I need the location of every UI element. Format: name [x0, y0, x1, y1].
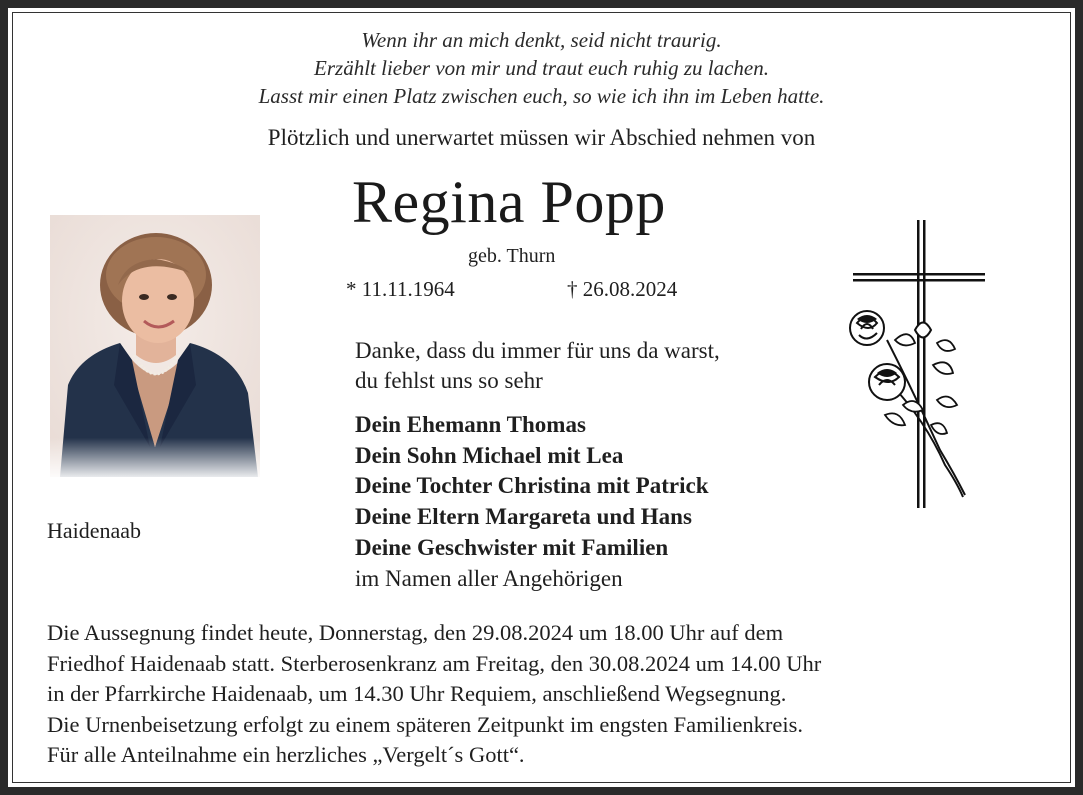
- service-text-line: Die Urnenbeisetzung erfolgt zu einem späteren Zeitpunkt im engsten Familienkreis.: [47, 712, 804, 737]
- service-text-line: Für alle Anteilnahme ein herzliches „Vergelt´s Gott“.: [47, 742, 525, 767]
- birth-date: * 11.11.1964: [346, 277, 455, 301]
- death-date: † 26.08.2024: [567, 277, 678, 301]
- service-text-line: Die Aussegnung findet heute, Donnerstag, den 29.08.2024 um 18.00 Uhr auf dem: [47, 620, 784, 645]
- service-text-line: Friedhof Haidenaab statt. Sterberosenkranz am Freitag, den 30.08.2024 um 14.00 Uhr: [47, 651, 822, 676]
- deceased-name: Regina Popp: [352, 169, 666, 235]
- cross-with-roses-icon: [845, 215, 995, 520]
- poem-line: Erzählt lieber von mir und traut euch ruhig zu lachen.: [314, 56, 769, 80]
- maiden-name: geb. Thurn: [468, 245, 556, 267]
- poem-line: Lasst mir einen Platz zwischen euch, so wie ich ihn im Leben hatte.: [258, 84, 825, 108]
- family-member: Deine Eltern Margareta und Hans: [355, 504, 692, 529]
- thanks-line: Danke, dass du immer für uns da warst,: [355, 338, 720, 363]
- intro-text: Plötzlich und unerwartet müssen wir Abschied nehmen von: [267, 125, 816, 150]
- service-text-line: in der Pfarrkirche Haidenaab, um 14.30 Uhr Requiem, anschließend Wegsegnung.: [47, 681, 787, 706]
- family-member: Deine Tochter Christina mit Patrick: [355, 473, 709, 498]
- place-label: Haidenaab: [47, 518, 142, 543]
- poem-line: Wenn ihr an mich denkt, seid nicht traurig.: [361, 28, 722, 52]
- family-member: Dein Ehemann Thomas: [355, 412, 586, 437]
- thanks-line: du fehlst uns so sehr: [355, 368, 543, 393]
- family-member: Deine Geschwister mit Familien: [355, 535, 669, 560]
- family-member: Dein Sohn Michael mit Lea: [355, 443, 624, 468]
- family-note: im Namen aller Angehörigen: [355, 566, 623, 591]
- portrait-photo: [50, 215, 260, 477]
